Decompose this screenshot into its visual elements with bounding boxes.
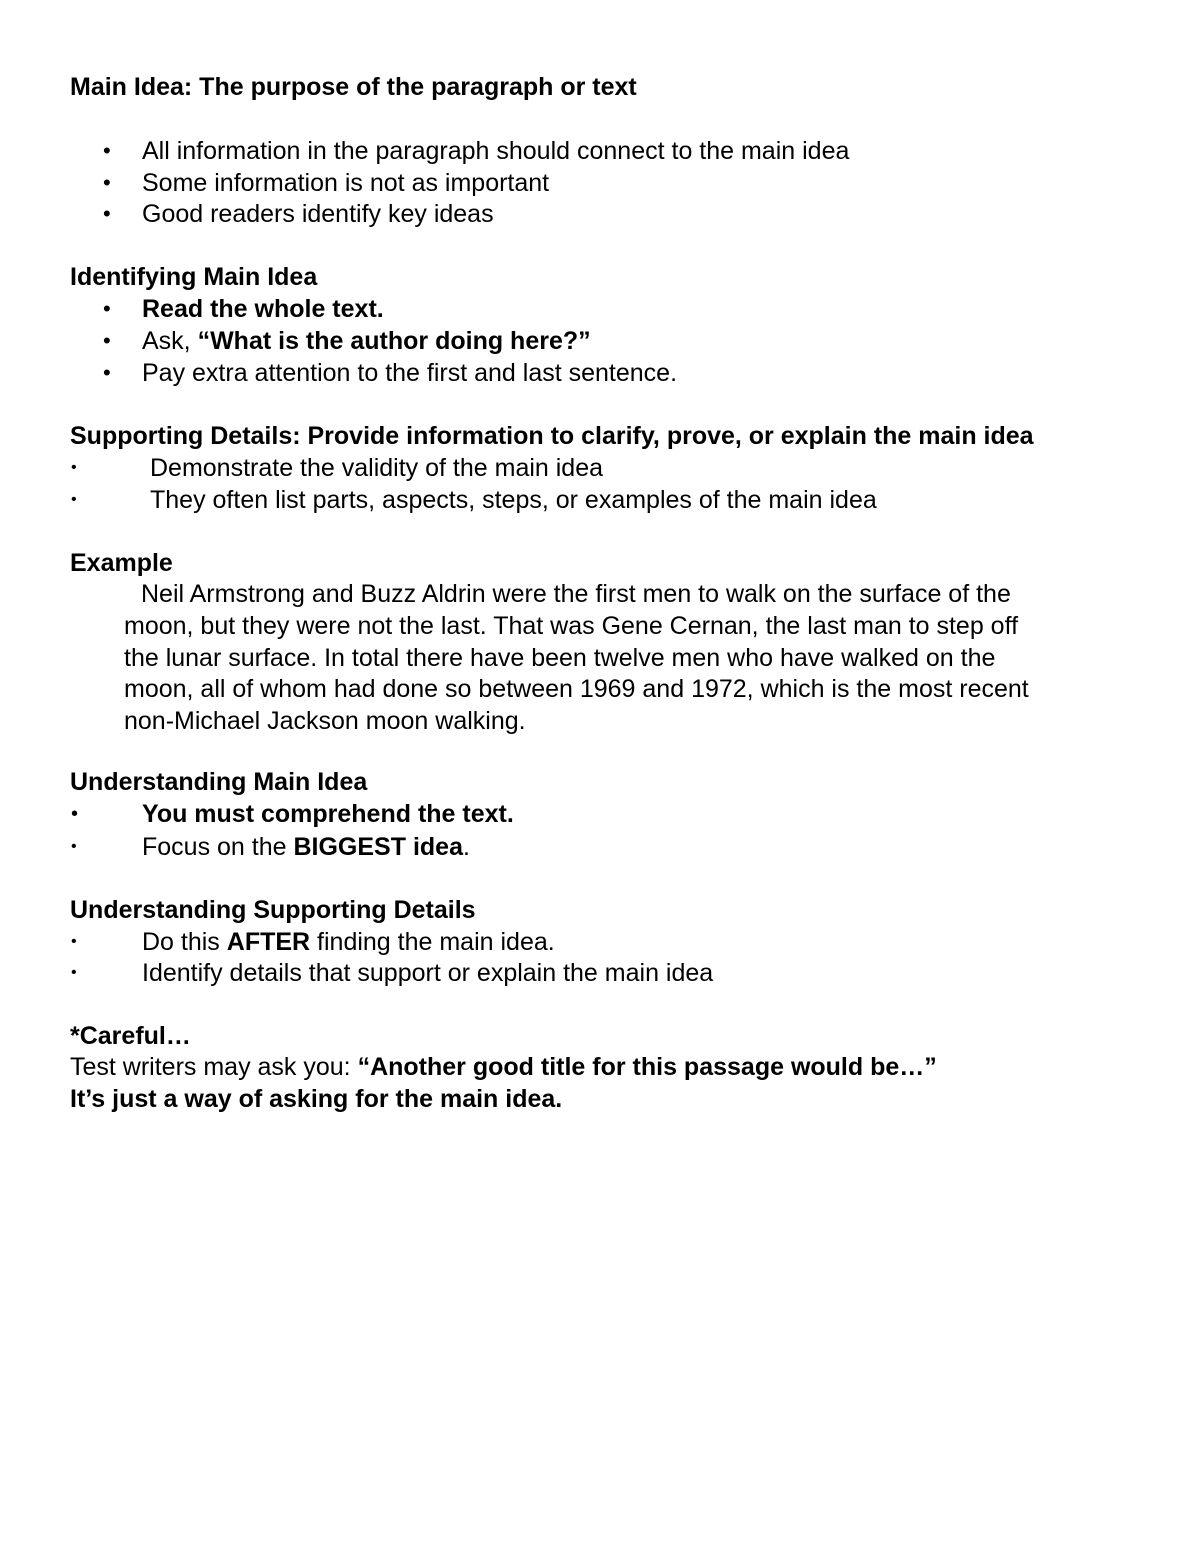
understanding-main-heading: Understanding Main Idea <box>70 768 368 796</box>
identifying-heading: Identifying Main Idea <box>70 263 318 291</box>
understanding-main-prefix: Focus on the <box>142 833 294 861</box>
bullet-icon: • <box>71 933 77 950</box>
example-paragraph-line: non-Michael Jackson moon walking. <box>124 707 526 735</box>
bullet-icon: • <box>103 138 111 163</box>
bullet-icon: • <box>103 170 111 195</box>
careful-line <box>70 1051 937 1083</box>
supporting-item: Demonstrate the validity of the main idea <box>150 454 604 482</box>
identifying-item: Pay extra attention to the first and last sentence. <box>142 359 678 387</box>
bullet-icon: • <box>71 459 77 476</box>
main-idea-item: Some information is not as important <box>142 169 550 197</box>
supporting-item: They often list parts, aspects, steps, or examples of the main idea <box>150 486 877 514</box>
bullet-icon: • <box>71 964 77 981</box>
understanding-details-prefix: Do this <box>142 928 227 956</box>
bullet-icon: • <box>103 328 111 353</box>
understanding-main-bold: BIGGEST idea <box>293 833 463 861</box>
identifying-item <box>142 325 591 357</box>
careful-heading: *Careful… <box>70 1022 191 1050</box>
understanding-main-suffix: . <box>462 833 470 861</box>
example-heading: Example <box>70 549 173 577</box>
understanding-main-item: You must comprehend the text. <box>142 800 514 828</box>
careful-line-quote: “Another good title for this passage would be…” <box>357 1053 937 1081</box>
bullet-icon: • <box>103 296 111 321</box>
supporting-heading: Supporting Details: Provide information to clarify, prove, or explain the main idea <box>70 422 1034 450</box>
understanding-details-item: Identify details that support or explain the main idea <box>142 959 714 987</box>
bullet-icon: • <box>71 491 77 508</box>
example-paragraph-line: Neil Armstrong and Buzz Aldrin were the first men to walk on the surface of the <box>141 580 1011 608</box>
identifying-item-question: “What is the author doing here?” <box>197 327 591 355</box>
identifying-item-prefix: Ask, <box>142 327 198 355</box>
bullet-icon: • <box>71 838 77 855</box>
careful-line-prefix: Test writers may ask you: <box>70 1053 358 1081</box>
bullet-icon: • <box>71 803 79 825</box>
example-paragraph-line: moon, but they were not the last. That was Gene Cernan, the last man to step off <box>124 612 1019 640</box>
understanding-details-suffix: finding the main idea. <box>310 928 555 956</box>
example-paragraph-line: moon, all of whom had done so between 1969 and 1972, which is the most recent <box>124 675 1029 703</box>
main-idea-item: Good readers identify key ideas <box>142 200 494 228</box>
bullet-icon: • <box>103 360 111 385</box>
bullet-icon: • <box>103 201 111 226</box>
careful-conclusion: It’s just a way of asking for the main idea. <box>70 1085 563 1113</box>
understanding-details-heading: Understanding Supporting Details <box>70 896 476 924</box>
understanding-main-item <box>142 831 470 863</box>
understanding-details-bold: AFTER <box>226 928 311 956</box>
main-idea-item: All information in the paragraph should connect to the main idea <box>142 137 850 165</box>
understanding-details-item <box>142 926 555 958</box>
example-paragraph-line: the lunar surface. In total there have been twelve men who have walked on the <box>124 644 996 672</box>
identifying-item: Read the whole text. <box>142 295 384 323</box>
main-idea-heading: Main Idea: The purpose of the paragraph or text <box>70 73 637 101</box>
